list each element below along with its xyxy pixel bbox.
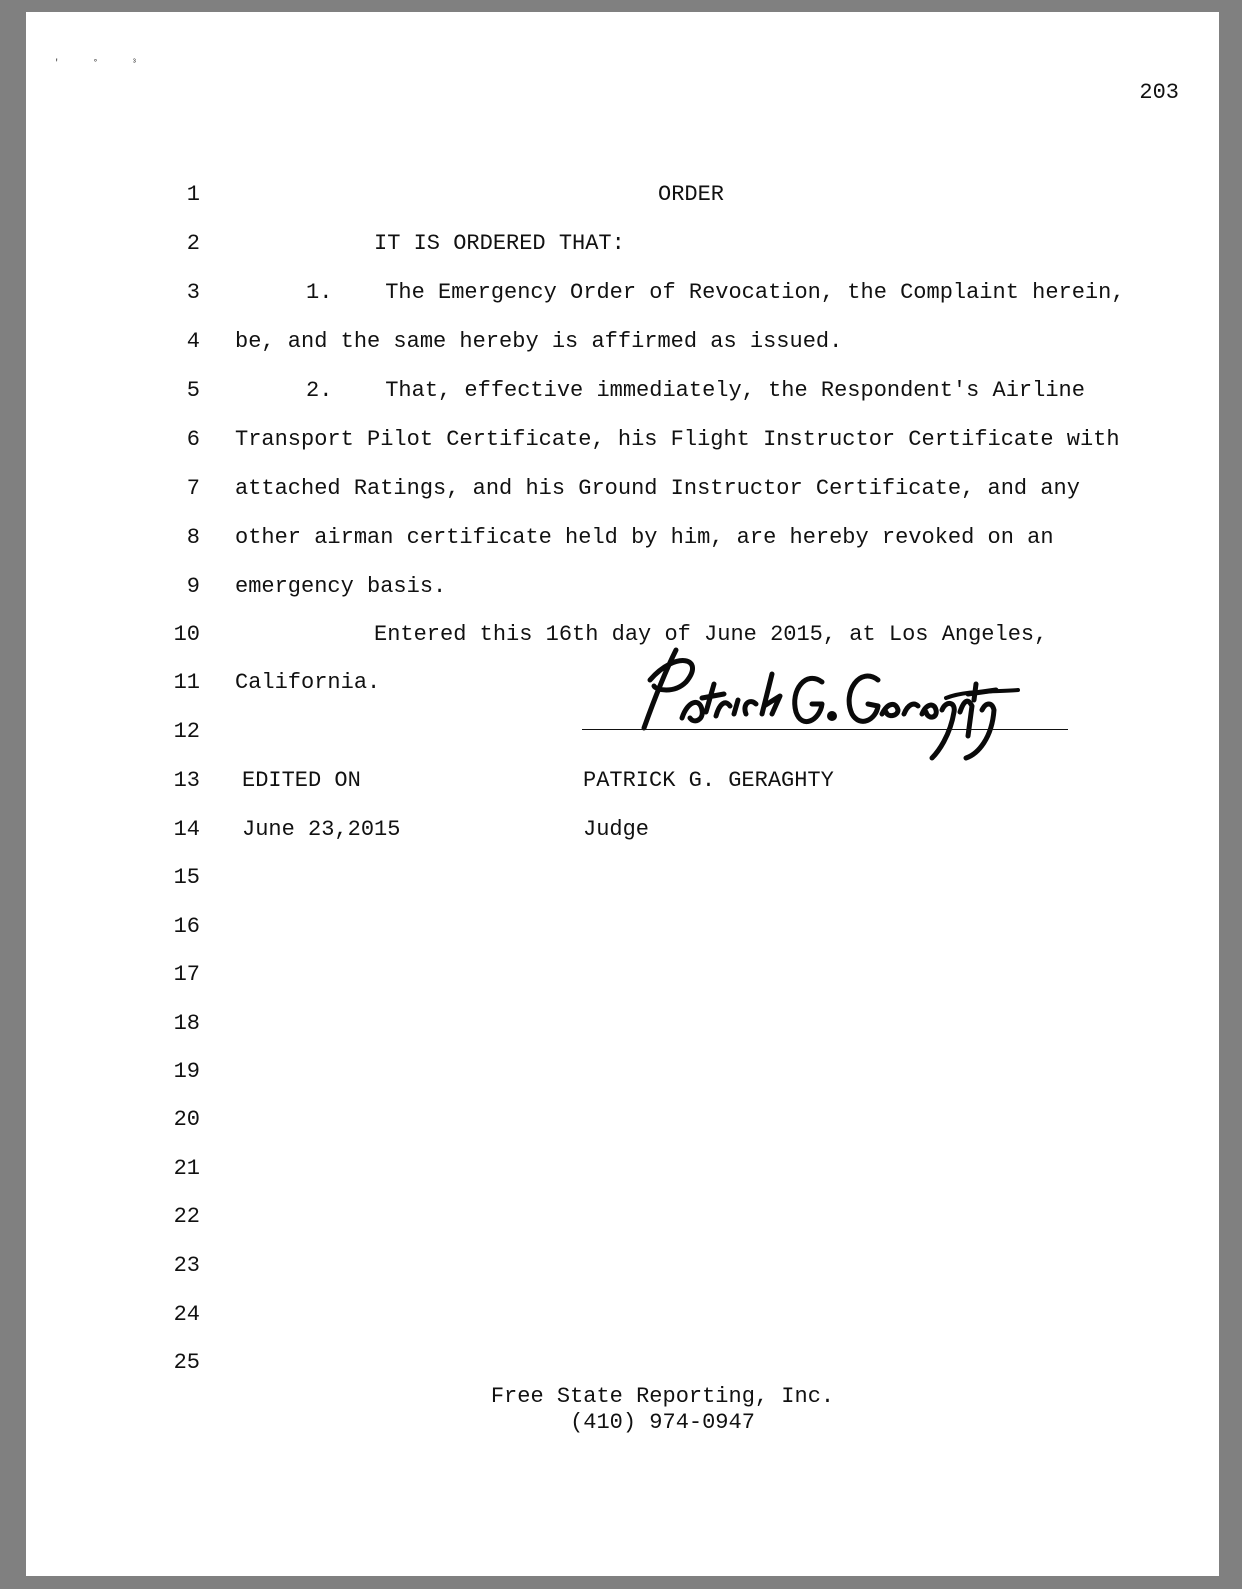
line-number: 7	[186, 476, 200, 501]
line-text: 1. The Emergency Order of Revocation, the Complaint herein,	[306, 280, 1125, 305]
line-23	[26, 1241, 1219, 1290]
line-number: 10	[173, 622, 200, 647]
line-number: 18	[173, 1011, 200, 1036]
line-number: 17	[173, 962, 200, 987]
line-text: California.	[235, 670, 381, 695]
line-number: 21	[173, 1156, 200, 1181]
signature-line	[582, 729, 1068, 730]
line-number: 15	[173, 865, 200, 890]
line-number: 8	[186, 525, 200, 550]
edited-on-label: EDITED ON	[242, 768, 361, 793]
signatory-title: Judge	[583, 817, 650, 842]
line-24	[26, 1290, 1219, 1339]
line-14	[26, 805, 1219, 854]
line-text: 2. That, effective immediately, the Respondent's Airline	[306, 378, 1085, 403]
line-number: 16	[173, 914, 200, 939]
line-number: 19	[173, 1059, 200, 1084]
line-text: be, and the same hereby is affirmed as issued.	[235, 329, 843, 354]
line-text: attached Ratings, and his Ground Instructor Certificate, and any	[235, 476, 1080, 501]
line-number: 23	[173, 1253, 200, 1278]
line-5	[26, 366, 1219, 415]
line-7	[26, 464, 1219, 513]
footer-phone: (410) 974-0947	[570, 1410, 755, 1435]
line-9	[26, 562, 1219, 611]
line-19	[26, 1047, 1219, 1096]
line-number: 25	[173, 1350, 200, 1375]
line-text: IT IS ORDERED THAT:	[374, 231, 625, 256]
line-number: 1	[186, 182, 200, 207]
line-17	[26, 950, 1219, 999]
page-number: 203	[1139, 80, 1179, 105]
line-number: 3	[186, 280, 200, 305]
order-heading: ORDER	[658, 182, 725, 207]
line-number: 11	[173, 670, 200, 695]
line-text: Transport Pilot Certificate, his Flight Instructor Certificate with	[235, 427, 1120, 452]
line-2	[26, 219, 1219, 268]
line-15	[26, 853, 1219, 902]
line-3	[26, 268, 1219, 317]
line-6	[26, 415, 1219, 464]
line-18	[26, 999, 1219, 1048]
line-25	[26, 1338, 1219, 1387]
footer-company: Free State Reporting, Inc.	[490, 1384, 835, 1409]
line-text: other airman certificate held by him, are hereby revoked on an	[235, 525, 1054, 550]
line-8	[26, 513, 1219, 562]
line-number: 6	[186, 427, 200, 452]
judge-signature	[616, 640, 1036, 770]
line-20	[26, 1095, 1219, 1144]
line-21	[26, 1144, 1219, 1193]
line-text: Entered this 16th day of June 2015, at Los Angeles,	[374, 622, 1048, 647]
line-number: 20	[173, 1107, 200, 1132]
document-page	[26, 12, 1219, 1576]
line-number: 4	[186, 329, 200, 354]
line-number: 2	[186, 231, 200, 256]
line-number: 14	[173, 817, 200, 842]
line-number: 12	[173, 719, 200, 744]
line-22	[26, 1192, 1219, 1241]
line-4	[26, 317, 1219, 366]
line-number: 22	[173, 1204, 200, 1229]
line-text: emergency basis.	[235, 574, 447, 599]
line-16	[26, 902, 1219, 951]
line-1	[26, 170, 1219, 219]
line-number: 13	[173, 768, 200, 793]
scan-specks: ' ° ³	[54, 58, 152, 68]
line-number: 9	[186, 574, 200, 599]
signatory-name: PATRICK G. GERAGHTY	[583, 768, 834, 793]
line-number: 5	[186, 378, 200, 403]
line-number: 24	[173, 1302, 200, 1327]
edited-on-date: June 23,2015	[242, 817, 401, 842]
